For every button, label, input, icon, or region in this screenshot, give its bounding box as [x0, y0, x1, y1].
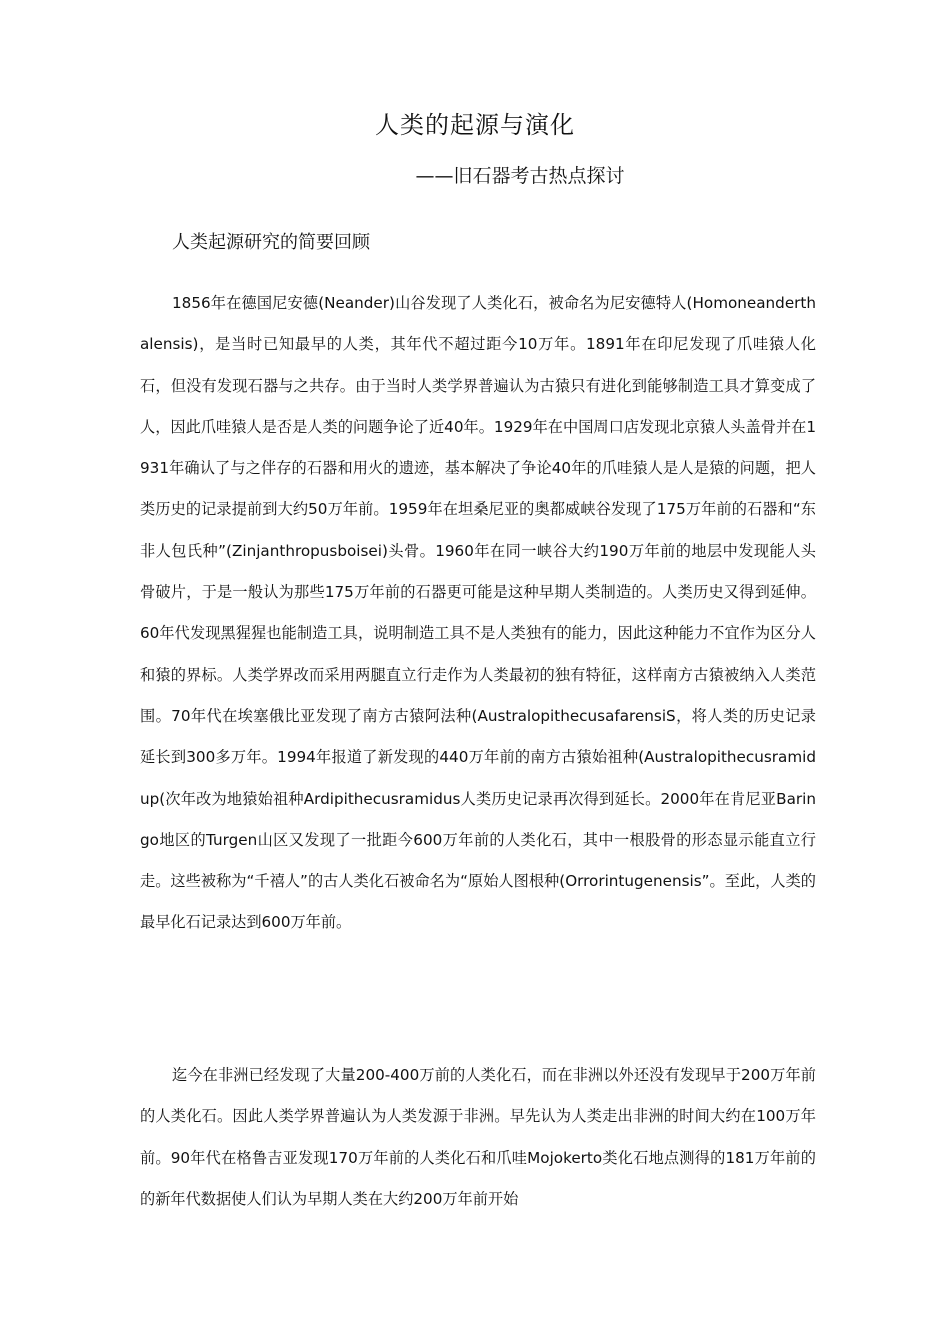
body-paragraph-1: 1856年在德国尼安德(Neander)山谷发现了人类化石，被命名为尼安德特人(Homoneanderthalensis)，是当时已知最早的人类，其年代不超过距今10万年。1891年在印尼发现了爪哇猿人化石，但没有发现石器与之共存。由于当时人类学界普遍认为古猿只有进化到能够制造工具才算变成了人，因此爪哇猿人是否是人类的问题争论了近40年。1929年在中国周口店发现北京猿人头盖骨并在1931年确认了与之伴存的石器和用火的遗迹，基本解决了争论40年的爪哇猿人是人是猿的问题，把人类历史的记录提前到大约50万年前。1959年在坦桑尼亚的奥都威峡谷发现了175万年前的石器和“东非人包氏种”(Zinjanthropusboisei)头骨。1960年在同一峡谷大约190万年前的地层中发现能人头骨破片，于是一般认为那些175万年前的石器更可能是这种早期人类制造的。人类历史又得到延伸。60年代发现黑猩猩也能制造工具，说明制造工具不是人类独有的能力，因此这种能力不宜作为区分人和猿的界标。人类学界改而采用两腿直立行走作为人类最初的独有特征，这样南方古猿被纳入人类范围。70年代在埃塞俄比亚发现了南方古猿阿法种(AustralopithecusafarensiS，将人类的历史记录延长到300多万年。1994年报道了新发现的440万年前的南方古猿始祖种(Australopithecusramidup(次年改为地猿始祖种Ardipithecusramidus人类历史记录再次得到延长。2000年在肯尼亚Baringo地区的Turgen山区又发现了一批距今600万年前的人类化石，其中一根股骨的形态显示能直立行走。这些被称为“千禧人”的古人类化石被命名为“原始人图根种(Orrorintugenensis”。至此，人类的最早化石记录达到600万年前。 [140, 294, 816, 932]
section-heading: 人类起源研究的简要回顾 [172, 232, 370, 253]
body-paragraph-2: 迄今在非洲已经发现了大量200-400万前的人类化石，而在非洲以外还没有发现早于200万年前的人类化石。因此人类学界普遍认为人类发源于非洲。早先认为人类走出非洲的时间大约在100万年前。90年代在格鲁吉亚发现170万年前的人类化石和爪哇Mojokerto类化石地点测得的181万年前的的新年代数据使人们认为早期人类在大约200万年前开始 [140, 1066, 816, 1208]
document-title: 人类的起源与演化 [375, 111, 575, 139]
document-subtitle: ——旧石器考古热点探讨 [415, 165, 625, 187]
